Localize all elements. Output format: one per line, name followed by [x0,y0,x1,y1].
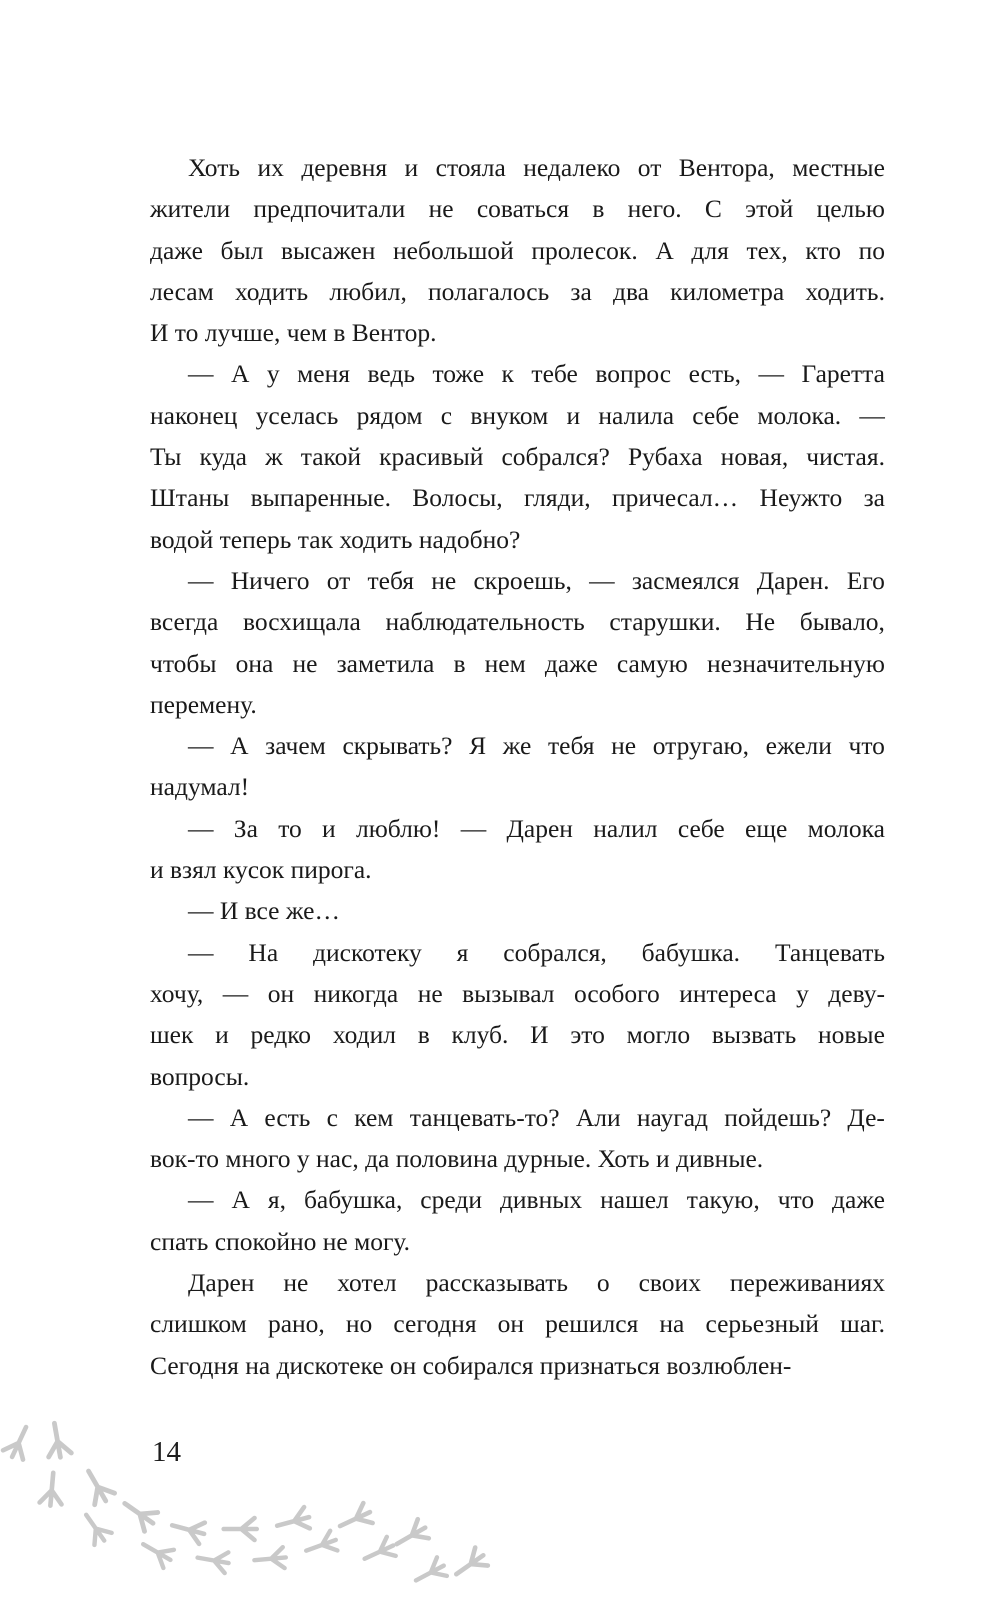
bird-footprint-icon [169,1515,207,1545]
text-line: — А я, бабушка, среди дивных нашел такую, что даже [188,1185,885,1215]
bird-footprint-icon [138,1535,176,1569]
bird-footprint-icon [335,1502,374,1536]
bird-footprint-icon [118,1494,159,1533]
page-number: 14 [152,1436,181,1468]
bird-footprint-icon [274,1507,312,1537]
text-line: — А есть с кем танцевать-то? Али наугад пойдешь? Де- [188,1102,885,1132]
text-line: спать спокойно не могу. [150,1226,411,1256]
bird-footprint-icon [224,1518,257,1540]
text-line: Штаны выпаренные. Волосы, гляди, причесал… Неужто за [150,483,885,513]
text-line: — На дискотеку я собрался, бабушка. Танцевать [188,937,885,967]
text-line: надумал! [150,772,250,802]
bird-footprint-icon [2,1422,36,1461]
text-line: И то лучше, чем в Вентор. [150,318,437,348]
text-line: Сегодня на дискотеке он собирался признаться возлюблен- [150,1350,792,1380]
text-line: перемену. [150,689,257,719]
bird-footprint-icon [78,1509,113,1547]
text-line: Дарен не хотел рассказывать о своих переживаниях [188,1268,885,1298]
text-line: наконец уселась рядом с внуком и налила себе молока. — [150,400,885,430]
bird-footprint-icon [391,1518,431,1554]
bird-footprint-icon [79,1465,116,1506]
text-line: лесам ходить любил, полагалось за два километра ходить. [150,276,885,306]
text-line: Хоть их деревня и стояла недалеко от Вентора, местные [188,153,885,182]
text-line: вок-то много у нас, да половина дурные. Хоть и дивные. [150,1144,764,1174]
bird-footprint-icon [360,1536,397,1568]
bird-footprint-icon [253,1547,286,1571]
text-line: жители предпочитали не соваться в него. С этой целью [150,194,885,224]
text-line: — За то и люблю! — Дарен налил себе еще молока [188,813,885,843]
text-line: водой теперь так ходить надобно? [150,524,521,554]
text-line: — А у меня ведь тоже к тебе вопрос есть, — Гаретта [188,359,885,389]
text-line: даже был высажен небольшой пролесок. А для тех, кто по [150,235,885,265]
text-line: хочу, — он никогда не вызывал особого интереса у деву- [150,978,885,1008]
text-block [150,147,885,1386]
text-line: — И все же… [188,896,340,926]
bird-footprint-icon [411,1556,449,1589]
bird-footprint-icon [303,1530,340,1561]
text-line: всегда восхищала наблюдательность старушки. Не бывало, [150,607,885,637]
text-line: слишком рано, но сегодня он решился на серьезный шаг. [150,1309,885,1339]
text-line: — Ничего от тебя не скроешь, — засмеялся Дарен. Его [188,565,885,595]
text-line: — А зачем скрывать? Я же тебя не отругаю, ежели что [188,731,885,761]
text-line: чтобы она не заметила в нем даже самую незначительную [150,648,885,678]
text-line: вопросы. [150,1061,250,1091]
text-line: Ты куда ж такой красивый собрался? Рубаха новая, чистая. [150,442,885,472]
text-line: шек и редко ходил в клуб. И это могло вызвать новые [150,1020,885,1050]
bird-footprint-icon [43,1421,72,1459]
bird-footprint-icon [39,1472,64,1507]
text-line: и взял кусок пирога. [150,855,372,885]
bird-footprint-icon [196,1547,231,1573]
bird-footprint-icon [450,1546,490,1583]
